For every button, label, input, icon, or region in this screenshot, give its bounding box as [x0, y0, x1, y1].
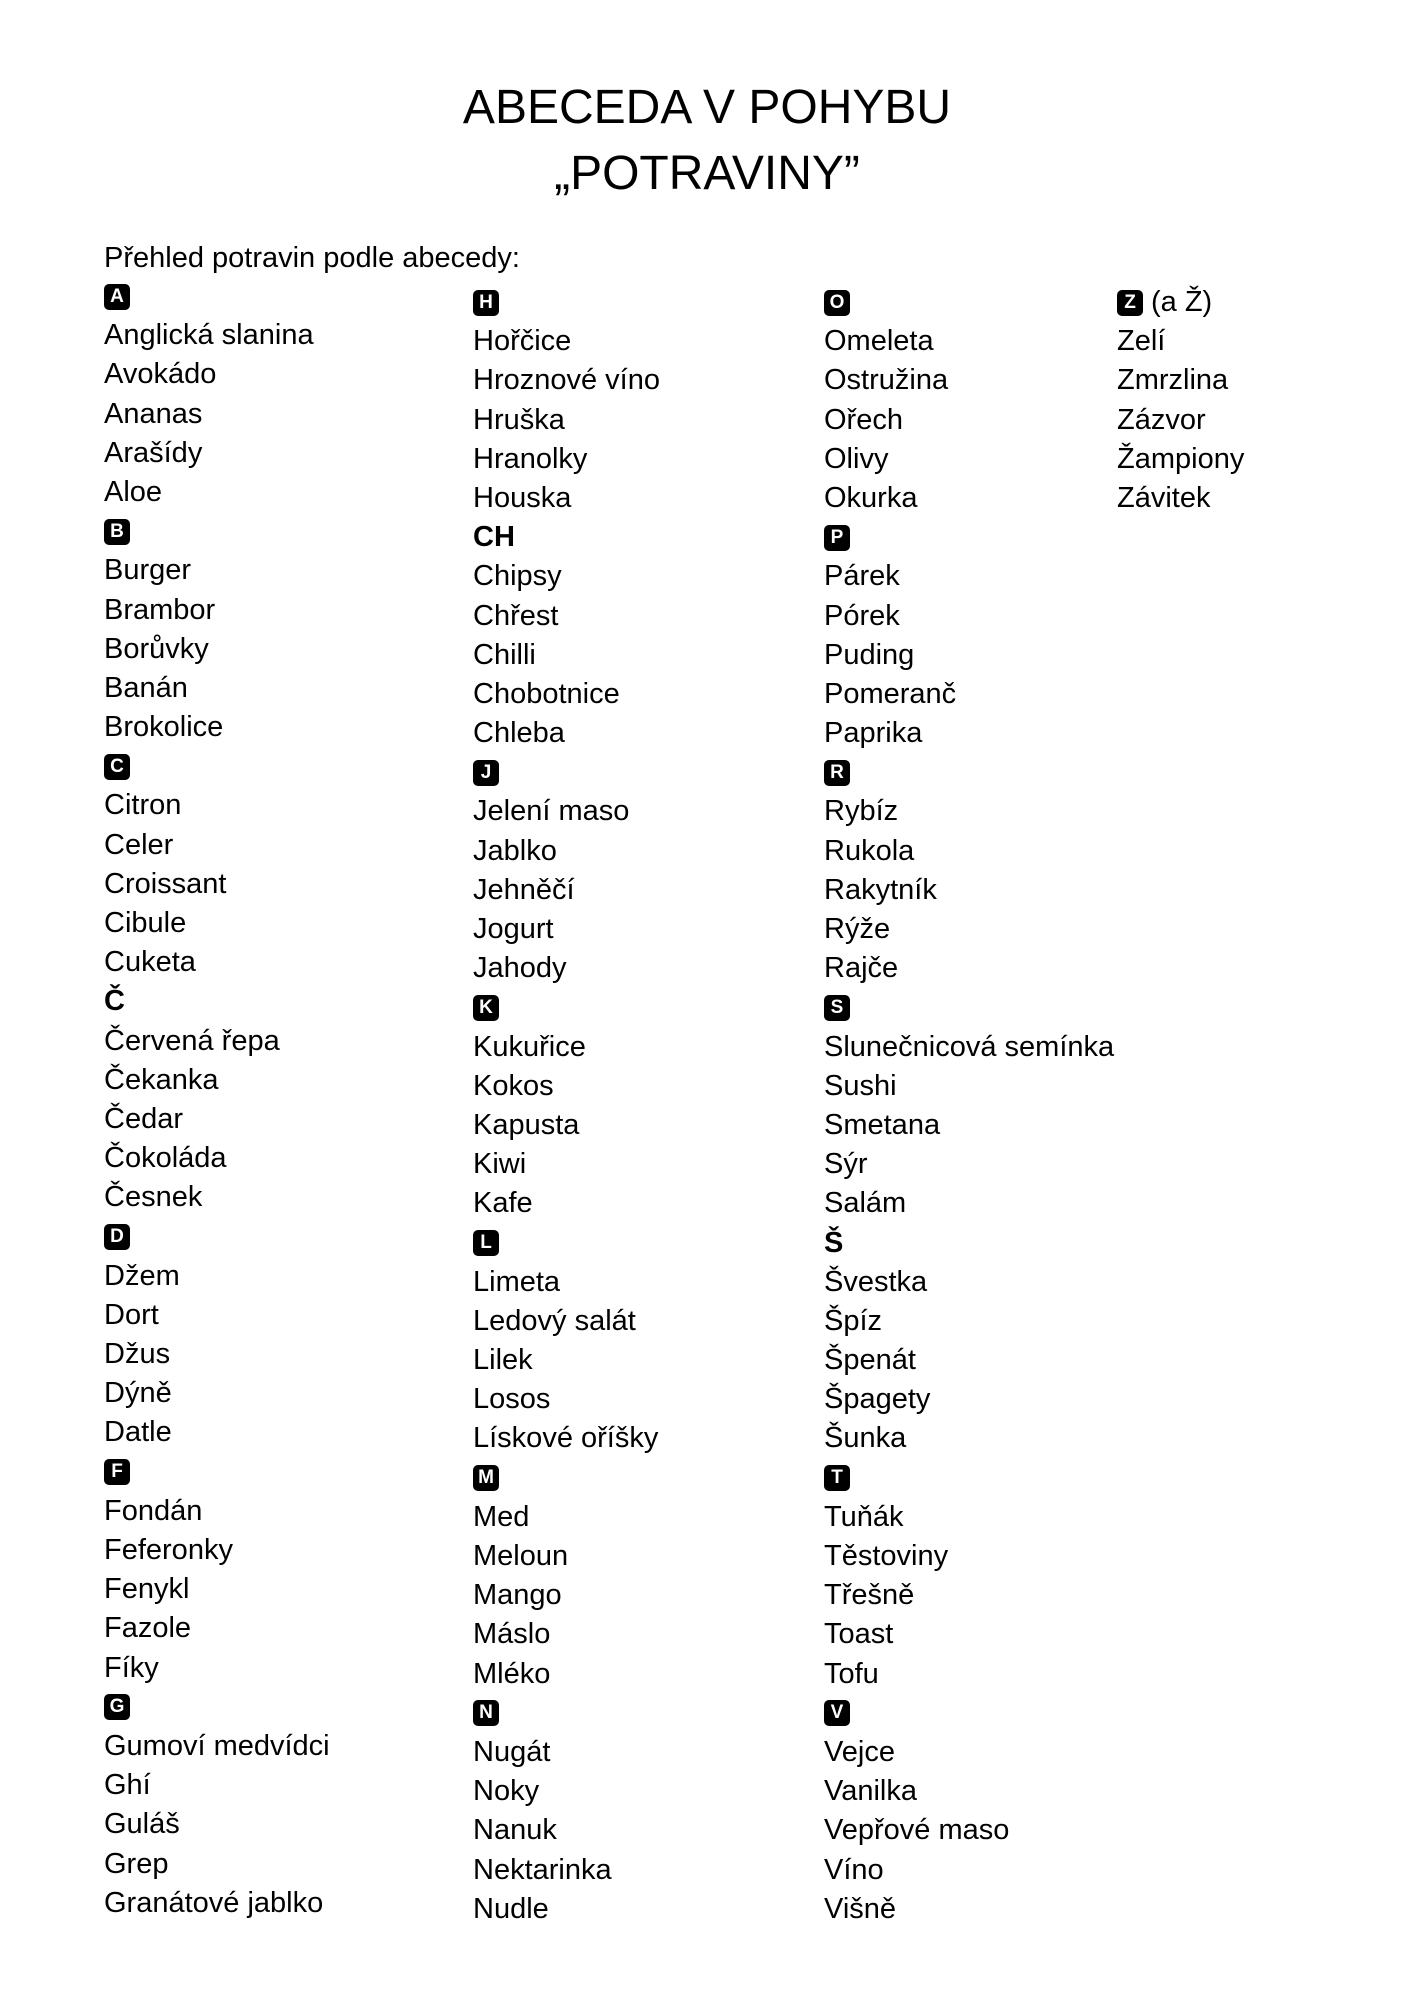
food-item: Mléko [473, 1657, 551, 1690]
food-item: Lilek [473, 1344, 533, 1377]
letter-badge: Č [104, 985, 125, 1018]
food-item: Tofu [824, 1657, 879, 1690]
food-item: Citron [104, 789, 182, 822]
food-item: Hroznové víno [473, 364, 660, 397]
food-item: Banán [104, 671, 188, 704]
food-item: Paprika [824, 717, 923, 750]
food-item: Avokádo [104, 358, 217, 391]
letter-group [473, 1694, 660, 1929]
food-item: Ostružina [824, 364, 949, 397]
letter-badge: D [104, 1224, 130, 1250]
food-item: Ananas [104, 397, 203, 430]
letter-heading [104, 982, 330, 1021]
letter-heading [824, 1694, 1114, 1733]
food-item: Džus [104, 1338, 171, 1371]
food-column-4 [1117, 283, 1244, 518]
letter-heading [104, 747, 330, 786]
page-title-line-1: ABECEDA V POHYBU [462, 81, 952, 134]
food-item: Noky [473, 1775, 540, 1808]
letter-group [104, 512, 330, 747]
letter-group [104, 1218, 330, 1453]
food-item: Víno [824, 1853, 884, 1886]
food-item: Salám [824, 1187, 907, 1220]
food-item: Toast [824, 1618, 894, 1651]
food-item: Nanuk [473, 1814, 557, 1847]
food-item: Dort [104, 1298, 159, 1331]
letter-heading [104, 1688, 330, 1727]
food-item: Kiwi [473, 1148, 527, 1181]
food-item: Arašídy [104, 436, 203, 469]
letter-note: (a Ž) [1151, 286, 1213, 318]
food-item: Těstoviny [824, 1540, 949, 1572]
food-item: Česnek [104, 1181, 203, 1214]
letter-heading [473, 1459, 660, 1498]
food-item: Vanilka [824, 1775, 917, 1808]
letter-heading [473, 753, 660, 792]
letter-group [824, 1224, 1114, 1459]
food-item: Sýr [824, 1148, 868, 1181]
food-item: Chleba [473, 717, 565, 750]
food-item: Kafe [473, 1187, 533, 1220]
food-item: Hořčice [473, 325, 572, 358]
food-item: Brambor [104, 593, 216, 626]
letter-badge: R [824, 760, 850, 786]
food-item: Fazole [104, 1612, 192, 1645]
letter-badge: T [824, 1465, 850, 1491]
letter-heading [824, 988, 1114, 1027]
letter-badge: O [824, 290, 850, 316]
letter-group [1117, 283, 1244, 518]
food-item: Třešně [824, 1579, 915, 1612]
food-item: Švestka [824, 1265, 928, 1298]
food-item: Omeleta [824, 325, 934, 358]
food-item: Med [473, 1500, 530, 1533]
food-item: Rajče [824, 952, 899, 985]
letter-badge: A [104, 284, 130, 310]
food-item: Sushi [824, 1069, 897, 1102]
letter-badge: M [473, 1465, 499, 1491]
letter-heading [824, 518, 1114, 557]
food-item: Nektarinka [473, 1853, 612, 1886]
letter-badge: C [104, 754, 130, 780]
food-item: Jelení maso [473, 795, 630, 828]
food-item: Rakytník [824, 873, 937, 906]
food-item: Jehněčí [473, 873, 575, 906]
letter-badge: Š [824, 1226, 844, 1259]
food-item: Olivy [824, 442, 889, 475]
food-item: Žampiony [1117, 442, 1245, 475]
food-item: Špíz [824, 1304, 883, 1337]
food-item: Zmrzlina [1117, 364, 1229, 397]
food-item: Chilli [473, 638, 536, 671]
letter-group [824, 283, 1114, 518]
letter-badge: K [473, 995, 499, 1021]
food-item: Špenát [824, 1344, 916, 1377]
food-item: Fondán [104, 1494, 203, 1527]
letter-badge: P [824, 525, 850, 551]
food-item: Pórek [824, 599, 900, 632]
letter-badge: V [824, 1700, 850, 1726]
letter-badge: H [473, 290, 499, 316]
letter-group [473, 753, 660, 988]
food-item: Nudle [473, 1892, 549, 1925]
food-item: Okurka [824, 481, 918, 514]
food-item: Fíky [104, 1651, 159, 1684]
food-item: Šunka [824, 1422, 907, 1455]
food-item: Brokolice [104, 711, 224, 744]
food-item: Meloun [473, 1540, 569, 1572]
letter-heading [824, 753, 1114, 792]
food-item: Rukola [824, 834, 915, 867]
letter-heading [104, 277, 330, 316]
food-item: Houska [473, 481, 572, 514]
food-item: Gumoví medvídci [104, 1729, 330, 1762]
letter-group [824, 1694, 1114, 1929]
food-item: Hranolky [473, 442, 588, 475]
food-item: Kokos [473, 1069, 554, 1102]
letter-badge: S [824, 995, 850, 1021]
food-item: Rybíz [824, 795, 899, 828]
food-item: Jahody [473, 952, 567, 985]
food-item: Dýně [104, 1377, 172, 1410]
letter-badge: F [104, 1459, 130, 1485]
food-item: Cibule [104, 907, 187, 939]
food-column-1 [104, 277, 330, 1923]
food-item: Granátové jablko [104, 1886, 324, 1919]
letter-group [104, 1453, 330, 1688]
letter-heading [104, 1218, 330, 1257]
food-item: Cuketa [104, 946, 196, 979]
letter-heading [824, 283, 1114, 322]
food-item: Červená řepa [104, 1024, 280, 1057]
food-item: Celer [104, 828, 174, 861]
letter-heading [473, 988, 660, 1027]
food-item: Aloe [104, 475, 163, 508]
food-item: Croissant [104, 867, 227, 900]
food-item: Čekanka [104, 1063, 219, 1096]
food-item: Špagety [824, 1383, 931, 1416]
food-item: Lískové oříšky [473, 1422, 659, 1455]
food-item: Fenykl [104, 1573, 190, 1606]
letter-group [473, 988, 660, 1223]
letter-group [824, 1459, 1114, 1694]
intro-text: Přehled potravin podle abecedy: [104, 242, 520, 274]
food-item: Máslo [473, 1618, 551, 1651]
food-item: Grep [104, 1847, 169, 1880]
letter-heading [473, 283, 660, 322]
food-item: Pomeranč [824, 677, 957, 710]
letter-group [473, 1459, 660, 1694]
food-item: Závitek [1117, 481, 1211, 514]
letter-group [473, 283, 660, 518]
food-item: Čokoláda [104, 1142, 227, 1175]
letter-group [104, 747, 330, 982]
letter-group [473, 518, 660, 753]
food-item: Nugát [473, 1735, 551, 1768]
letter-badge: Z [1117, 290, 1143, 316]
food-item: Džem [104, 1259, 180, 1292]
letter-heading [473, 1224, 660, 1263]
food-item: Čedar [104, 1102, 183, 1135]
food-item: Kapusta [473, 1108, 580, 1141]
food-item: Datle [104, 1416, 172, 1449]
letter-heading [824, 1459, 1114, 1498]
letter-badge: B [104, 519, 130, 545]
food-item: Tuňák [824, 1500, 904, 1533]
letter-heading [473, 1694, 660, 1733]
food-item: Smetana [824, 1108, 941, 1141]
food-item: Párek [824, 560, 900, 593]
letter-group [824, 518, 1114, 753]
food-item: Anglická slanina [104, 319, 314, 352]
page-title-line-2: „POTRAVINY” [554, 147, 860, 200]
food-item: Jogurt [473, 913, 554, 945]
letter-heading [824, 1224, 1114, 1263]
food-item: Chřest [473, 599, 559, 632]
letter-group [104, 982, 330, 1217]
food-item: Chipsy [473, 560, 562, 593]
letter-group [473, 1224, 660, 1459]
food-item: Rýže [824, 913, 891, 945]
letter-badge: CH [473, 521, 515, 554]
food-column-3 [824, 283, 1114, 1929]
food-item: Ghí [104, 1769, 151, 1802]
food-column-2 [473, 283, 660, 1929]
food-item: Ořech [824, 403, 903, 436]
food-item: Borůvky [104, 632, 209, 665]
food-item: Losos [473, 1383, 551, 1416]
food-item: Chobotnice [473, 677, 620, 710]
letter-badge: J [473, 760, 499, 786]
food-item: Feferonky [104, 1534, 233, 1566]
letter-heading [104, 512, 330, 551]
food-item: Guláš [104, 1808, 180, 1841]
food-item: Jablko [473, 834, 557, 867]
letter-badge: G [104, 1694, 130, 1720]
food-item: Mango [473, 1579, 562, 1612]
food-item: Zázvor [1117, 403, 1206, 436]
food-item: Hruška [473, 403, 565, 436]
letter-group [824, 753, 1114, 988]
food-item: Vejce [824, 1735, 895, 1768]
food-item: Ledový salát [473, 1304, 636, 1337]
letter-group [824, 988, 1114, 1223]
letter-group [104, 277, 330, 512]
letter-badge: N [473, 1700, 499, 1726]
letter-heading [473, 518, 660, 557]
food-item: Puding [824, 638, 915, 671]
letter-badge: L [473, 1230, 499, 1256]
letter-heading [1117, 283, 1244, 322]
food-item: Limeta [473, 1265, 561, 1298]
letter-heading [104, 1453, 330, 1492]
letter-group [104, 1688, 330, 1923]
food-item: Vepřové maso [824, 1814, 1010, 1847]
food-item: Višně [824, 1892, 897, 1925]
food-item: Kukuřice [473, 1030, 586, 1063]
food-item: Zelí [1117, 325, 1166, 358]
food-item: Burger [104, 554, 192, 587]
food-item: Slunečnicová semínka [824, 1030, 1115, 1063]
